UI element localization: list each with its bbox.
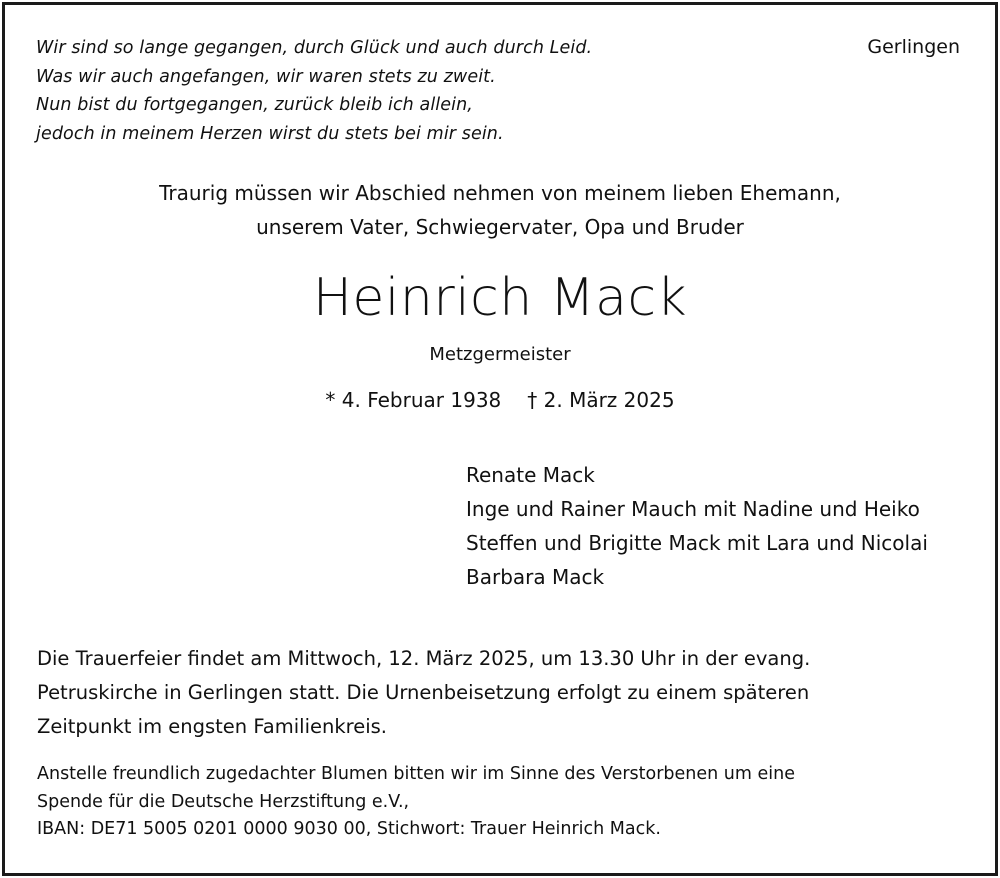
- ceremony-line: Petruskirche in Gerlingen statt. Die Urnenbeisetzung erfolgt zu einem späteren: [37, 681, 810, 704]
- intro-line: unserem Vater, Schwiegervater, Opa und Bruder: [256, 215, 744, 239]
- mourners-list: [466, 458, 928, 594]
- intro-line: Traurig müssen wir Abschied nehmen von meinem lieben Ehemann,: [159, 181, 841, 205]
- ceremony-line: Die Trauerfeier findet am Mittwoch, 12. März 2025, um 13.30 Uhr in der evang.: [37, 647, 811, 670]
- deceased-name: Heinrich Mack: [312, 268, 688, 328]
- intro-text: [0, 176, 1000, 244]
- mourner: Inge und Rainer Mauch mit Nadine und Heiko: [466, 497, 920, 521]
- birth-date: * 4. Februar 1938: [325, 388, 502, 412]
- death-date: † 2. März 2025: [527, 388, 675, 412]
- life-dates: [0, 388, 1000, 412]
- poem-line: Nun bist du fortgegangen, zurück bleib ich allein,: [36, 95, 473, 115]
- poem-line: Wir sind so lange gegangen, durch Glück und auch durch Leid.: [36, 38, 593, 58]
- ceremony-line: Zeitpunkt im engsten Familienkreis.: [37, 715, 387, 738]
- ceremony-info: [37, 642, 810, 744]
- mourner: Steffen und Brigitte Mack mit Lara und Nicolai: [466, 531, 928, 555]
- donation-info: [37, 761, 795, 844]
- donation-line: Anstelle freundlich zugedachter Blumen bitten wir im Sinne des Verstorbenen um eine: [37, 764, 795, 784]
- poem-line: Was wir auch angefangen, wir waren stets zu zweit.: [36, 66, 496, 87]
- donation-line: Spende für die Deutsche Herzstiftung e.V.,: [37, 791, 410, 812]
- mourner: Renate Mack: [466, 463, 595, 487]
- mourner: Barbara Mack: [466, 565, 605, 589]
- location: Gerlingen: [867, 36, 960, 58]
- occupation: Metzgermeister: [429, 344, 571, 365]
- poem-line: jedoch in meinem Herzen wirst du stets bei mir sein.: [36, 123, 504, 144]
- donation-line: IBAN: DE71 5005 0201 0000 9030 00, Stichwort: Trauer Heinrich Mack.: [37, 819, 661, 839]
- poem: [36, 34, 592, 148]
